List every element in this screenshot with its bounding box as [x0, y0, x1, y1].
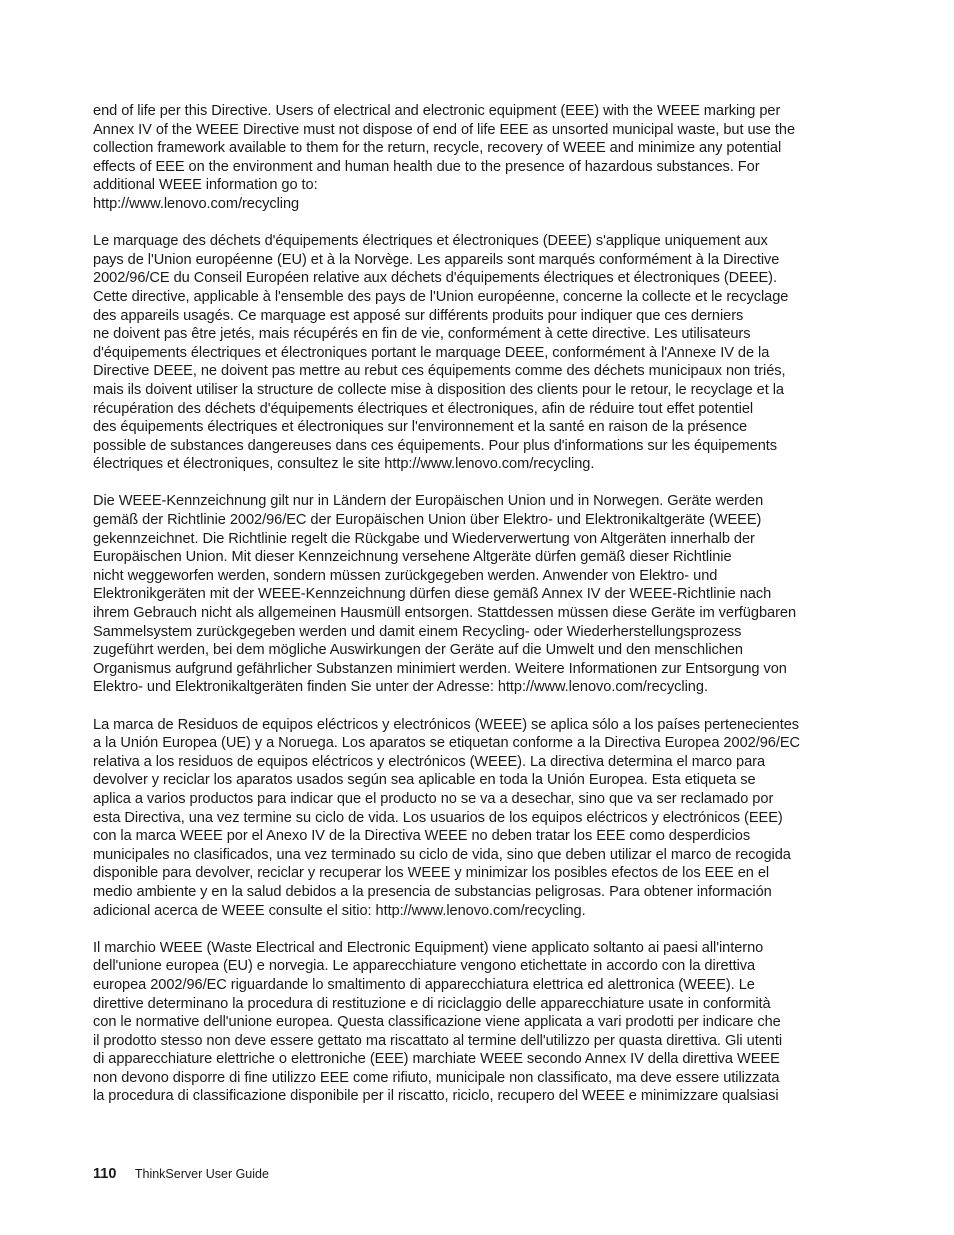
text-line: il prodotto stesso non deve essere gettato ma riscattato al termine dell'utilizzo per quasta direttiva. Gli utenti	[93, 1032, 783, 1049]
text-line: 2002/96/CE du Conseil Européen relative aux déchets d'équipements électriques et électroniques (DEEE).	[93, 270, 777, 287]
text-line: électriques et électroniques, consultez le site http://www.lenovo.com/recycling.	[93, 456, 595, 473]
text-line: Elektro- und Elektronikaltgeräten finden Sie unter der Adresse: http://www.lenovo.com/recycling.	[93, 679, 708, 696]
text-line: nicht weggeworfen werden, sondern müssen zurückgegeben werden. Anwender von Elektro- und	[93, 567, 718, 584]
text-line: con la marca WEEE por el Anexo IV de la Directiva WEEE no deben tratar los EEE como desperdicios	[93, 828, 751, 845]
text-line: Sammelsystem zurückgegeben werden und damit einem Recycling- oder Wiederherstellungsprozess	[93, 623, 742, 640]
page-body	[93, 102, 853, 1125]
text-line: Elektronikgeräten mit der WEEE-Kennzeichnung dürfen diese gemäß Annex IV der WEEE-Richtlinie nach	[93, 586, 772, 603]
text-line: direttive determinano la procedura di restituzione e di riciclaggio delle apparecchiature usate in conformità	[93, 995, 771, 1012]
text-line: end of life per this Directive. Users of electrical and electronic equipment (EEE) with the WEEE marking per	[93, 103, 781, 119]
text-line: possible de substances dangereuses dans ces équipements. Pour plus d'informations sur les équipements	[93, 437, 778, 454]
text-line: effects of EEE on the environment and human health due to the presence of hazardous substances. For	[93, 158, 760, 175]
text-line: Directive DEEE, ne doivent pas mettre au rebut ces équipements comme des déchets municipaux non triés,	[93, 363, 786, 380]
text-line: Le marquage des déchets d'équipements électriques et électroniques (DEEE) s'applique uniquement aux	[93, 233, 768, 250]
text-line: mais ils doivent utiliser la structure de collecte mise à disposition des clients pour le retour, le recyclage et la	[93, 381, 784, 398]
text-line: Die WEEE-Kennzeichnung gilt nur in Ländern der Europäischen Union und in Norwegen. Geräte werden	[93, 493, 764, 510]
text-line: dell'unione europea (EU) e norvegia. Le apparecchiature vengono etichettate in accordo con la direttiva	[93, 958, 756, 975]
text-line: con le normative dell'unione europea. Questa classificazione viene applicata a vari prodotti per indicare che	[93, 1014, 781, 1031]
paragraph-english	[93, 102, 853, 214]
text-line: gemäß der Richtlinie 2002/96/EC der Europäischen Union über Elektro- und Elektronikaltgeräte (WEEE)	[93, 512, 762, 529]
text-line: Cette directive, applicable à l'ensemble des pays de l'Union européenne, concerne la collecte et le recyclage	[93, 288, 789, 305]
text-line: europea 2002/96/EC riguardande lo smaltimento di apparecchiatura elettrica ed alettronica (WEEE). Le	[93, 976, 755, 993]
text-line: adicional acerca de WEEE consulte el sitio: http://www.lenovo.com/recycling.	[93, 902, 586, 919]
text-line: Organismus aufgrund gefährlicher Substanzen minimiert werden. Weitere Informationen zur Entsorgung von	[93, 660, 787, 677]
text-line: récupération des déchets d'équipements électriques et électroniques, afin de réduire tout effet potentiel	[93, 400, 754, 417]
text-line: La marca de Residuos de equipos eléctricos y electrónicos (WEEE) se aplica sólo a los países pertenecientes	[93, 716, 800, 733]
text-line: Annex IV of the WEEE Directive must not dispose of end of life EEE as unsorted municipal waste, but use the	[93, 121, 796, 138]
recycling-url: http://www.lenovo.com/recycling	[93, 195, 300, 212]
document-title: ThinkServer User Guide	[134, 1167, 269, 1181]
text-line: a la Unión Europea (UE) y a Noruega. Los aparatos se etiquetan conforme a la Directiva Europea 2002/96/EC	[93, 735, 801, 752]
text-line: d'équipements électriques et électroniques portant le marquage DEEE, conformément à l'Annexe IV de la	[93, 344, 770, 361]
text-line: gekennzeichnet. Die Richtlinie regelt die Rückgabe und Wiederverwertung von Altgeräten innerhalb der	[93, 530, 755, 547]
text-line: di apparecchiature elettriche o elettroniche (EEE) marchiate WEEE secondo Annex IV della direttiva WEEE	[93, 1051, 780, 1068]
text-line: disponible para devolver, reciclar y recuperar los WEEE y minimizar los posibles efectos de los EEE en el	[93, 865, 770, 882]
text-line: des appareils usagés. Ce marquage est apposé sur différents produits pour indiquer que ces derniers	[93, 307, 744, 324]
page-number: 110	[93, 1166, 117, 1182]
text-line: ihrem Gebrauch nicht als allgemeinen Hausmüll entsorgen. Stattdessen müssen diese Geräte im verfügbaren	[93, 605, 797, 622]
text-line: zugeführt werden, bei dem mögliche Auswirkungen der Geräte auf die Umwelt und den menschlichen	[93, 642, 743, 659]
text-line: non devono disporre di fine utilizzo EEE come rifiuto, municipale non classificato, ma deve essere utilizzata	[93, 1069, 780, 1086]
text-line: aplica a varios productos para indicar que el producto no se va a desechar, sino que va ser reclamado por	[93, 790, 774, 807]
text-line: la procedura di classificazione disponibile per il riscatto, riciclo, recupero del WEEE e minimizzare qualsiasi	[93, 1088, 779, 1105]
text-line: collection framework available to them for the return, recycle, recovery of WEEE and minimize any potential	[93, 140, 782, 157]
paragraph-german	[93, 492, 853, 697]
paragraph-french	[93, 232, 853, 474]
text-line: municipales no clasificados, una vez terminado su ciclo de vida, sino que deben utilizar el marco de recogida	[93, 846, 791, 863]
page-footer	[93, 1165, 269, 1183]
text-line: relativa a los residuos de equipos eléctricos y electrónicos (WEEE). La directiva determina el marco para	[93, 753, 766, 770]
paragraph-italian	[93, 939, 853, 1106]
text-line: Il marchio WEEE (Waste Electrical and Electronic Equipment) viene applicato soltanto ai paesi all'interno	[93, 939, 764, 956]
text-line: devolver y reciclar los aparatos usados según sea aplicable en toda la Unión Europea. Esta etiqueta se	[93, 772, 756, 789]
text-line: ne doivent pas être jetés, mais récupérés en fin de vie, conformément à cette directive. Les utilisateurs	[93, 326, 751, 343]
text-line: esta Directiva, una vez termine su ciclo de vida. Los usuarios de los equipos eléctricos y electrónicos (EEE)	[93, 809, 783, 826]
paragraph-spanish	[93, 716, 853, 921]
text-line: pays de l'Union européenne (EU) et à la Norvège. Les appareils sont marqués conformément à la Directive	[93, 251, 780, 268]
text-line: medio ambiente y en la salud debidos a la presencia de substancias peligrosas. Para obtener información	[93, 883, 772, 900]
text-line: des équipements électriques et électroniques sur l'environnement et la santé en raison de la présence	[93, 419, 748, 436]
text-line: additional WEEE information go to:	[93, 177, 318, 194]
text-line: Europäischen Union. Mit dieser Kennzeichnung versehene Altgeräte dürfen gemäß dieser Richtlinie	[93, 549, 732, 566]
